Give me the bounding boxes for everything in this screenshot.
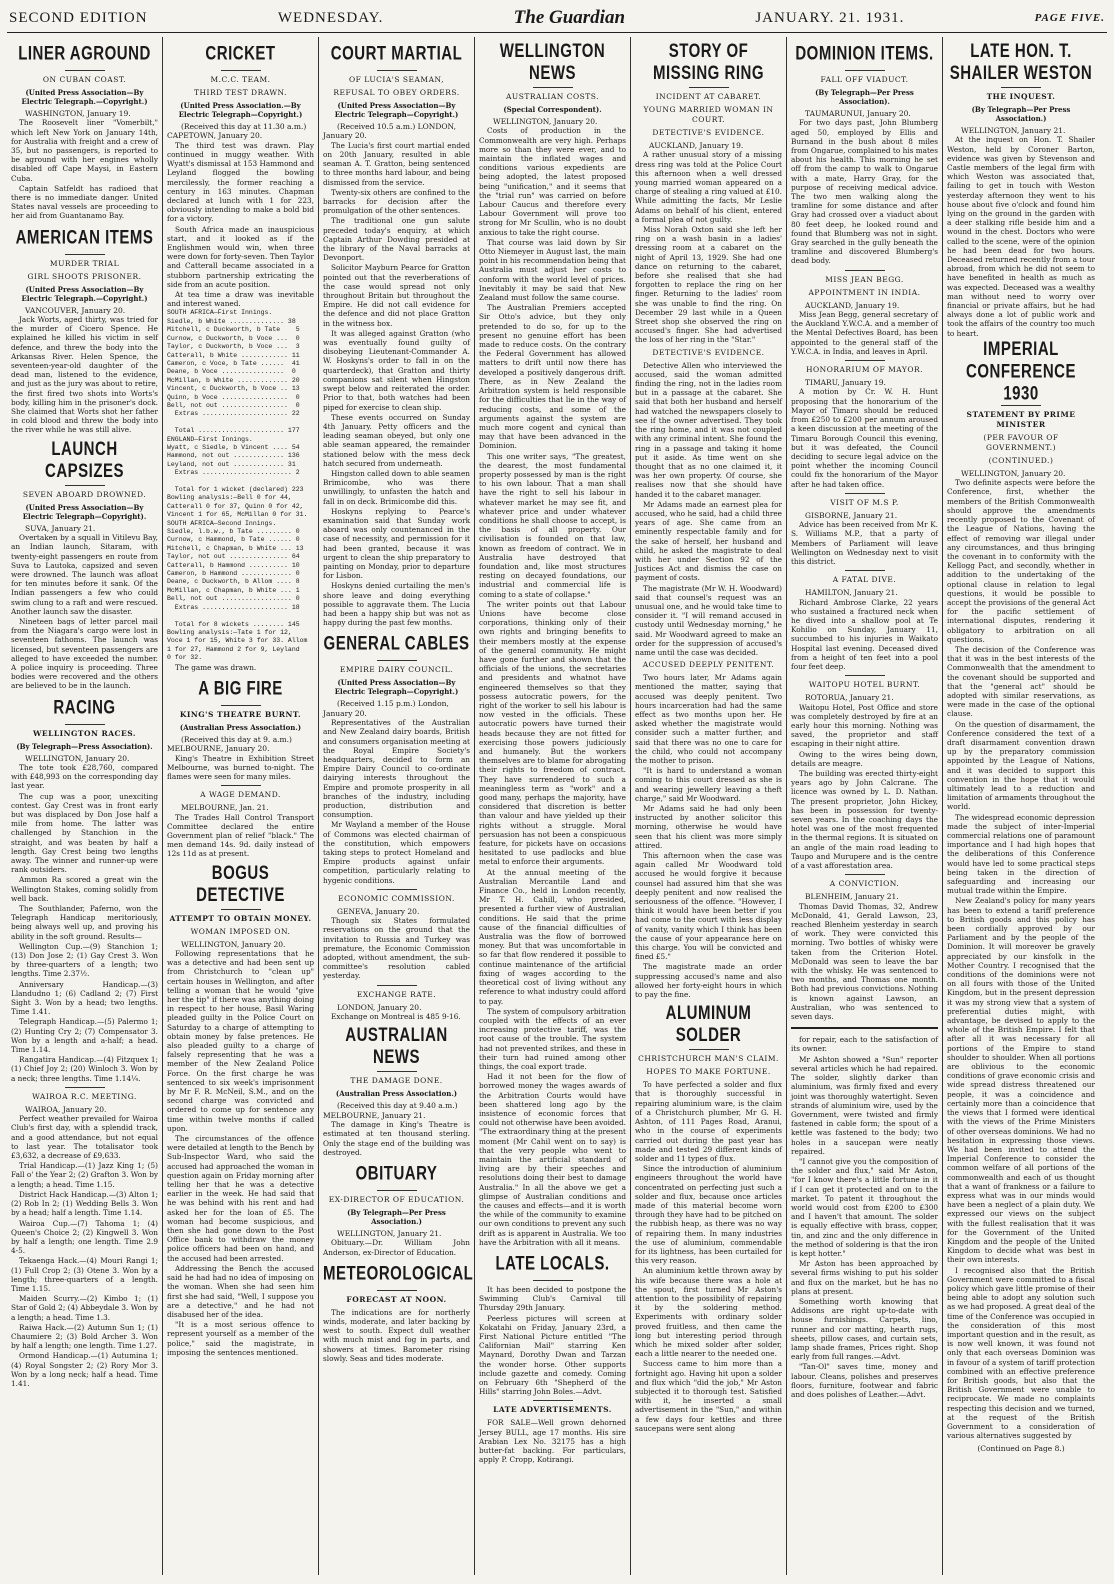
- dateline: AUCKLAND, January 19.: [805, 300, 900, 310]
- headline-rule: [377, 70, 417, 71]
- subheading: WAITOPU HOTEL BURNT.: [808, 680, 921, 690]
- article: [947, 338, 1095, 1455]
- subheading: A WAGE DEMAND.: [200, 790, 281, 800]
- subheading: DETECTIVE'S EVIDENCE.: [652, 128, 765, 137]
- paragraph: Hoskyns replying to Pearce's examination said that Sunday work aboard was only countenanced in the case of necessity, and permission for it had been granted, because it was urgent to clean the ship preparatory to painting on Monday, prior to departure for Lisbon.: [323, 506, 470, 581]
- paragraph: Obituary.—Dr. William John Anderson, ex-Director of Education.: [323, 1238, 470, 1257]
- article: [479, 1400, 626, 1464]
- article: [323, 889, 470, 981]
- paragraph: Had it not been for the flow of borrowed money the wages awards of the Arbitration Courts would have been shattered long ago by the insistence of economic forces that could not otherwise have been avoided. "The extraordinary thing at the present moment (Mr Cahil went on to say) is that the very people who went to maintain the artificial standard of living are by their speeches and resolutions doing their best to damage Australia." In all the above we get a glimpse of Australian conditions and the causes and effects—and it is worth the while of the community to examine our own conditions to prevent any such drift as is apparent in Australia. We too have the Arbitration with all it means.: [479, 1072, 626, 1247]
- paragraph: The game was drawn.: [175, 662, 257, 672]
- headline: LATE HON. T. SHAILER WESTON: [949, 39, 1093, 85]
- subheading: OF LUCIA'S SEAMAN,: [349, 75, 444, 84]
- dateline: AUCKLAND, January 19.: [649, 141, 744, 150]
- paragraph: The circumstances of the offence were detailed at length to the Bench by Sub-Inspector Ward, who said the accused had approached the woman in question again on Friday morning after telling her that he was a detective earlier in the week. He had said that he was behind with his rent and had asked her for the loan of £5. The woman had become suspicious, and then she had gone down to the Post Office bank to withdraw the money police officers had been on hand, and the accused had been arrested.: [167, 1134, 314, 1263]
- article: [11, 1087, 158, 1388]
- press-credit: (Special Correspondent).: [503, 105, 602, 114]
- dateline: TAUMARUNUI, January 20.: [805, 109, 911, 118]
- paragraph: The writer points out that Labour Unions have become close corporations, thinking only of their own rights and bringing benefits to their members mostly at the expense of the general community. He might have gone further and shown that the officials of the unions, the secretaries and presidents and whatnot have engineered themselves so that they possess autocratic powers, for the right of the worker to sell his labour is now vested in the officials. These autocratic powers have turned their heads because they are not fitted for exercising those powers judiciously and humanely. But the workers themselves are to blame for abrogating their rights to freedom of contract. They have surrendered to such a meaningless term as "work" and a good many, perhaps the majority, have considered that discretion is better than valour and have yielded up their rights without a struggle. Moral persuasion has not been a conspicuous feature, for pickets have on occasions hesitated to use padlocks and blue metal to enforce their arguments.: [479, 599, 626, 867]
- headline: GENERAL CABLES: [323, 632, 470, 655]
- headline-rule: [845, 70, 885, 71]
- dateline: WELLINGTON, January 21.: [961, 126, 1066, 135]
- paragraph: This afternoon when the case was again called Mr Woodward told accused he would forgive it because counsel had assured him that she was deeply penitent and now realised the seriousness of the offence. "However, I think it would have been better if you had come to the court with less display of vanity, vanity which I think has been the cause of your appearance here on this charge. You will be convicted and fined £5.": [635, 851, 782, 962]
- paragraph: Jack Worts, aged thirty, was tried for the murder of Cicero Spence. He explained he killed his victim in self defence, and threw the body into the Arkansas River. Helen Spence, the seventeen-year-old daughter of the dead man, listened to the evidence, and just as the jury was about to retire, the first fired two shots into Worts's body, killing him in the prisoner's dock. She claimed that Worts shot her father in cold blood and threw the body into the river while he was still alive.: [11, 315, 158, 435]
- article: [635, 1003, 782, 1433]
- edition-label: SECOND EDITION: [9, 9, 148, 26]
- dateline: WELLINGTON, January 20.: [961, 468, 1066, 478]
- paragraph: These events occurred on Sunday 4th January. Petty officers and the leading seaman obeyed, but only one able seaman appeared, the remainder stationed below with the mess deck hatch secured from underneath.: [323, 412, 470, 468]
- article: [323, 985, 470, 1022]
- subheading: SEVEN ABOARD DROWNED.: [22, 489, 147, 499]
- headline-rule: [221, 70, 261, 71]
- headline-rule: [533, 1280, 573, 1281]
- paragraph: Advice has been received from Mr K. S. Williams M.P., that a party of Members of Parliament will leave Wellington on Wednesday next to visit this district.: [791, 520, 938, 566]
- subheading: EXCHANGE RATE.: [356, 989, 437, 999]
- headline: AMERICAN ITEMS: [15, 226, 154, 249]
- paragraph: I recognised also that the British Government were committed to a fiscal policy which gave little promise of their being able to adopt any solution such as we had proposed. A great deal of the time of the Conference was occupied in the consideration of this most important question and in the result, as is now well known, it was found not only that each overseas Dominion was in favour of a system of tariff protection combined with an effective preference for British goods, but also that the British Government were unable to reciprocate. We made no complaints respecting this decision and we turned, at the request of the British Government to a consideration of various alternatives suggested by: [947, 1265, 1095, 1441]
- day-label: WEDNESDAY.: [277, 9, 384, 26]
- subheading: ON CUBAN COAST.: [42, 75, 127, 84]
- headline-rule: [65, 254, 105, 255]
- press-credit: (Australian Press Association.): [335, 1089, 458, 1099]
- paragraph: Rangatira Handicap.—(4) Fitzquex 1; (1) Chief Joy 2; (20) Winloch 3. Won by a neck; three lengths. Time 1.14¼.: [11, 1055, 158, 1083]
- paragraph: To have perfected a solder and flux that is thoroughly successful in repairing aluminium ware, is the claim of a Christchurch plumber, Mr G. H. Ashton, of 111 Pages Road, Aranui, who in the course of experiments carried out during the past year has made and tested 29 different kinds of solder and 11 types of flux.: [635, 1080, 782, 1163]
- article: [479, 41, 626, 1247]
- paragraph: "I cannot give you the composition of the solder and flux," said Mr Aston, "for I know there's a little fortune in it if I can get it protected and on to the market. To patent it throughout the world would cost from £200 to £300 and I haven't that amount. The solder is equally effective with brass, copper, tin, and zinc and the only difference in the method of soldering is that the iron is kept hotter.": [791, 1156, 938, 1258]
- dateline: (Received 10.5 a.m.) LONDON, January 20.: [323, 122, 456, 141]
- dateline: BLENHEIM, January 21.: [805, 892, 899, 902]
- article-columns: [7, 37, 1107, 1575]
- paragraph: Exchange on Montreal is 485 9-16.: [331, 1012, 461, 1022]
- column-6: [787, 37, 943, 1575]
- dateline: WELLINGTON, January 20.: [25, 753, 130, 763]
- paragraph: Two hours later, Mr Adams again mentioned the matter, saying that accused was deeply penitent. Two hours incarceration had had the same effect as two months upon her. He asked whether the magistrate would consider such a matter further, and said that there was no one to care for the child, who could not accompany the mother to prison.: [635, 673, 782, 765]
- headline: WELLINGTON NEWS: [499, 39, 606, 85]
- subheading: WELLINGTON RACES.: [32, 728, 137, 738]
- paragraph: Representatives of the Australian and New Zealand dairy boards, British and consumers organisation meeting at the Royal Empire Society's headquarters, decided to form an Empire Dairy Council to co-ordinate dairying interests throughout the Empire and promote prosperity in all branches of the industry, including production, distribution and consumption.: [323, 718, 470, 820]
- paragraph: Wellington Cup.—(9) Stanchion 1; (13) Don Jose 2; (1) Gay Crest 3. Won by three-quarters of a length; two lengths. Time 2.37½.: [11, 941, 158, 979]
- paragraph: Mr Aston has been approached by several firms wishing to put his solder and flux on the market, but he has no plans at present.: [791, 1259, 938, 1296]
- subheading: HOPES TO MAKE FORTUNE.: [646, 1067, 771, 1077]
- subheading: THIRD TEST DRAWN.: [194, 88, 287, 97]
- press-credit: (By Telegraph—Per Press Association.): [347, 1207, 446, 1226]
- continued-note: (Continued on Page 8.): [977, 1444, 1065, 1454]
- paragraph: South Africa made an inauspicious start, and it looked as if the Englishmen would win, when three were down for forty-seven. Then Taylor and Catterall became associated in a stubborn partnership extricating the side from an acute position.: [167, 224, 314, 289]
- paragraph: The third test was drawn. Play continued in muggy weather. With Wyatt's dismissal at 153 Hammond and Leyland flogged the bowling mercilessly, the former reaching a century in 163 minutes. Chapman declared at lunch with 1 for 223, obviously intending to make a bold bid for a victory.: [167, 140, 314, 224]
- dateline: WASHINGTON, January 19.: [25, 109, 131, 118]
- headline: STORY OF MISSING RING: [652, 39, 764, 85]
- dateline: VANCOUVER, January 20.: [25, 305, 126, 315]
- headline: BOGUS DETECTIVE: [196, 861, 285, 906]
- dateline: (Received this day at 9. a.m.) MELBOURNE, January 20.: [167, 734, 292, 754]
- press-credit: (By Telegraph—Per Press Association.): [971, 105, 1071, 123]
- paragraph: Hingston called down to able seamen Brimicombe, who was there unwillingly, to unfasten the hatch and fall in on deck. Brimicombe did this.: [323, 468, 470, 506]
- paragraph: That course was laid down by Sir Otto Niemeyer in August last, the main point in his recommendation being that Australia must adjust her costs to conform with the world level of prices. Inevitably it may be said that New Zealand must follow the same course.: [479, 237, 626, 303]
- subheading: CHRISTCHURCH MAN'S CLAIM.: [638, 1054, 779, 1064]
- paragraph: The Roosevelt liner "Vomerbilt," which left New York on January 14th, for Australia with freight and a crew of 35, but no passengers, is reported to be aground with her engines wholly disabled off Cape Maysi, in Eastern Cuba.: [11, 118, 158, 183]
- subheading: APPOINTMENT IN INDIA.: [808, 287, 921, 297]
- subheading: THE INQUEST.: [986, 92, 1056, 101]
- headline: RACING: [53, 695, 116, 719]
- headline-rule: [377, 660, 417, 661]
- paragraph: Anniversary Handicap.—(3) Llandudno 1; (6) Cadland 2; (7) First Sight 3. Won by a head; two lengths. Time 1.41.: [11, 979, 158, 1017]
- subheading: FORECAST AT NOON.: [346, 1294, 447, 1304]
- paragraph: Two definite aspects were before the Conference, first, whether the members of the British Commonwealth should approve the amendments recently proposed to the Covenant of the League of Nations, having the effect of removing war illegal under any circumstances, and thus bringing the covenant in to conformity with the Kellogg Pact, and secondly, whether in addition to the undertaking of the optional clause in relation to legal questions, it would be possible to accept the provisions of the general Act for the pacific settlement of international disputes, rendering it obligatory to arbitration on all questions.: [947, 478, 1095, 644]
- column-rule: [791, 1027, 938, 1029]
- dateline: (Received this day at 9.40 a.m.) MELBOURNE, January 21.: [323, 1101, 458, 1120]
- paragraph: Perfect weather prevailed for Wairoa Club's first day, with a splendid track, and a good attendance, but not equal to last year. The totalisator took £3,632, a decrease of £9,633.: [11, 1114, 158, 1161]
- column-2: [163, 37, 319, 1575]
- headline-rule: [65, 70, 105, 71]
- dateline: GISBORNE, January 21.: [805, 510, 898, 520]
- headline: LINER AGROUND: [18, 42, 151, 65]
- headline: CRICKET: [205, 42, 276, 65]
- section-rule: [845, 493, 885, 494]
- paragraph: Addressing the Bench the accused said he had had no idea of imposing on the woman. When she had seen him first she had said, "Well, I suppose you are a detective," and he had not disabused her of the idea.: [167, 1263, 314, 1319]
- paragraph: The tote took £28,760, compared with £48,993 on the corresponding day last year.: [11, 762, 158, 791]
- subheading: EX-DIRECTOR OF EDUCATION.: [328, 1194, 465, 1204]
- dateline: LONDON, January 20.: [337, 1002, 422, 1012]
- newspaper-page: [7, 4, 1107, 1576]
- subheading: INCIDENT AT CABARET.: [655, 92, 762, 101]
- masthead: [7, 4, 1107, 33]
- page-number: PAGE FIVE.: [1034, 12, 1105, 24]
- paragraph: The Lucia's first court martial ended on 20th January, resulted in able seaman A. T. Gratton, being sentenced to three months hard labour, and being dismissed from the service.: [323, 140, 470, 187]
- subheading: A FATAL DIVE.: [832, 575, 897, 585]
- paragraph: At tea time a draw was inevitable and interest waned.: [167, 290, 314, 309]
- paragraph: It has been decided to postpone the Swimming Club's Carnival till Thursday 29th January.: [479, 1284, 626, 1313]
- article: [791, 270, 938, 356]
- dateline: WELLINGTON, January 21.: [337, 1228, 442, 1238]
- press-credit: (United Press Association.—By Electric Telegraph—Copyright.): [178, 101, 303, 119]
- dateline: WELLINGTON, January 20.: [181, 939, 286, 949]
- article: [791, 675, 938, 870]
- paragraph: Ormond Handicap.—(1) Autumina 1; (4) Royal Songster 2; (2) Rory Mor 3. Won by a long neck; half a head. Time 1.41.: [11, 1351, 158, 1388]
- article: [323, 1161, 470, 1257]
- dateline: MELBOURNE, Jan. 21.: [181, 803, 269, 813]
- subheading: (CONTINUED.): [988, 455, 1054, 465]
- paragraph: Since the introduction of aluminium engineers throughout the world have concentrated on perfecting just such a solder and flux, because once articles made of this material become worn through they have had to be pitched on the rubbish heap, as there was no way of repairing them. In many industries the use of aluminium, commendable for its lightness, has been curtailed for this very reason.: [635, 1164, 782, 1266]
- article: [791, 41, 938, 266]
- paragraph: Ammon Ra scored a great win the Wellington Stakes, coming solidly from well back.: [11, 875, 158, 903]
- article: [167, 785, 314, 858]
- dateline: GENEVA, January 20.: [337, 906, 420, 916]
- article: [791, 1027, 938, 1399]
- subheading: WAIROA R.C. MEETING.: [32, 1091, 137, 1101]
- article: [947, 41, 1095, 338]
- article: [167, 863, 314, 1357]
- article: [11, 225, 158, 435]
- paragraph: On the question of disarmament, the Conference considered the text of a draft disarmament convention drawn up by the preparatory commission appointed by the League of Nations, and it was decided to support this convention in the hope that it would ultimately lead to a reduction and limitation of armaments throughout the world.: [947, 719, 1095, 812]
- article: [323, 1261, 474, 1363]
- dateline: WAIROA, January 20.: [25, 1104, 107, 1114]
- column-4: [475, 37, 631, 1575]
- press-credit: (By Telegraph—Per Press Association).: [815, 88, 914, 106]
- paragraph: for repair, each to the satisfaction of its owner.: [791, 1035, 938, 1054]
- subheading: A CONVICTION.: [829, 879, 900, 889]
- subheading: FALL OFF VIADUCT.: [820, 75, 909, 84]
- subheading: EMPIRE DAIRY COUNCIL.: [339, 665, 454, 675]
- subheading: ATTEMPT TO OBTAIN MONEY.: [169, 913, 312, 923]
- paragraph: New Zealand's policy for many years has been to extend a tariff preference to British goods and this policy has been cordially approved by our Parliament and by the people of the Dominion. It will moreover be gravely appreciated by our kinsfolk in the Mother Country. I recognised that the conditions of the dominions were not on all fours with those of the United Kingdom, but in the present depression it was my strong view that a system of preferential duties might, with advantage, be devised to apply to the whole of the British Empire. I felt that after all it was necessary for all portions of the Empire to stand shoulder to shoulder. When all portions are oblivious to the economic conditions of grave economic crisis and wide spread distress threatened our people, it was a coincidence and certainly more than a coincidence that the views that I formed were identical with the views of the Prime Ministers of other overseas dominions. We had no hesitation in expressing those views. We had been invited to attend the Imperial Conference to consider the common welfare of all portions of the commonwealth and each of us thought that a want of frankness or a failure to express what was in our minds would have been a neglect of a plain duty. We expressed our views on the subject with the fullest realisation that it was for the Government of the United Kingdom and the people of the United Kingdom to decide what was best in their own interests.: [947, 896, 1095, 1265]
- paragraph: Hoskyns denied curtailing the men's shore leave and doing everything possible to aggravate them. The Lucia had been a happy ship but was not as happy during the past few months.: [323, 581, 470, 628]
- paragraph: The cup was a poor, unexciting contest. Gay Crest was in front early but was displaced by Don Jose half a mile from home. The latter was challenged by Stanchion in the straight, and was beaten by half a length. Gay Crest being two lengths away. The winner and runner-up were rank outsiders.: [11, 791, 158, 875]
- subheading: REFUSAL TO OBEY ORDERS.: [333, 88, 460, 97]
- headline: A BIG FIRE: [198, 677, 283, 700]
- press-credit: (United Press Association—By Electric Telegraph.—Copyright.): [21, 88, 148, 106]
- paragraph: Mr Adams said he had only been instructed by another solicitor this morning, otherwise he would have seen that his client was more simply attired.: [635, 804, 782, 850]
- paragraph: Miss Jean Begg, general secretary of the Auckland Y.W.C.A. and a member of the Mental Defectives Board, has been appointed to the general staff of the Y.W.C.A. in India, and leaves in April.: [791, 310, 938, 356]
- paragraph: At the annual meeting of the Australian Mercantile Land and Finance Co., held in London recently, Mr T. H. Cahill, who presided, presented a further view of Australian conditions. He said that the prime cause of the financial difficulties of Australia was the flow of borrowed money. But that was uncomfortable in so far that flow rendered it possible to continue maintenance of the artificial fixing of wages according to the theoretical cost of living without any reference to what industry could afford to pay.: [479, 867, 626, 1006]
- paragraph: The Southlander, Paferno, won the Telegraph Handicap meritoriously, being always well up, and proving his ability in the soft ground. Results—: [11, 904, 158, 941]
- headline-rule: [377, 1190, 417, 1191]
- paragraph: A rather unusual story of a missing dress ring was told at the Police Court this afternoon when a well dressed young married woman appeared on a charge of stealing a ring valued at £10. While admitting the facts, Mr Leslie Adams on behalf of his client, entered a formal plea of not guilty.: [635, 150, 782, 224]
- subheading: VISIT OF M.S P.: [830, 497, 899, 507]
- paragraph: FOR SALE—Well grown dehorned Jersey BULL, age 17 months. His sire Arabian Lex No. 32175 has a high butter-fat backing. For particulars, apply P. Cropp, Kotirangi.: [479, 1418, 626, 1465]
- headline: OBITUARY: [355, 1162, 438, 1185]
- section-rule: [533, 1400, 573, 1401]
- subheading: (PER FAVOUR OF GOVERNMENT.): [983, 432, 1059, 452]
- subheading: MISS JEAN BEGG.: [825, 274, 904, 284]
- article: [11, 41, 158, 221]
- headline-rule: [221, 705, 261, 706]
- article: [791, 360, 938, 489]
- paragraph: Following representations that he was a detective and had been sent up from Christchurch to "clean up" certain houses in Wellington, and after telling a woman that he would "give her the tip" if there was anything doing in respect to her house, Basil Waring pleaded guilty in the Police Court on Saturday to a charge of attempting to obtain money by false pretences. He also pleaded guilty to a charge of falsely representing that he was a member of the New Zealand Police Force. On the first charge he was sentenced to six week's imprisonment by Mr F. R. McNeil, S.M., and on the second charge was convicted and ordered to come up for sentence any time within twelve months if called upon.: [167, 948, 314, 1133]
- press-credit: (United Press Association—By Electric Telegraph.—Copyright.): [21, 284, 148, 303]
- headline: METEOROLOGICAL: [323, 1262, 474, 1285]
- paragraph: The decision of the Conference was that it was in the best interests of the Commonwealth that the amendment to the covenant should be supported and that the "general act" should be adopted with similar reservations, as were made in the case of the optional clause.: [947, 644, 1095, 719]
- column-7: [943, 37, 1099, 1575]
- paragraph: Success came to him more than a fortnight ago. Having hit upon a solder and flux which "did the job," Mr Aston subjected it to thorough test. Satisfied with it, he inserted a small advertisement in the "Sun," and within a few days four kettles and three saucepans were sent along: [635, 1359, 782, 1433]
- paragraph: "Tan-Ol" saves time, money and labour. Cleans, polishes and preserves floors, furniture, footwear and fabric and does polishes of Leather.—Advt.: [791, 1362, 938, 1399]
- section-rule: [845, 675, 885, 676]
- paragraph: The Trades Hall Control Transport Committee declared the entire Government plan of relief "black." The men demand 14s. 9d. daily instead of 12s 11d as at present.: [167, 812, 314, 859]
- paragraph: Solicitor Mayburn Pearce for Gratton pointed out that the reverberations of the case would spread not only throughout Britain but throughout the Empire. He did not call evidence for the defence and did not place Gratton in the witness box.: [323, 263, 470, 328]
- paragraph: Thomas David Thomas, 32, Andrew McDonald, 41, Gerald Lawson, 23, reached Blenheim yesterday in search of work. They were convicted this morning. Two bottles of whisky were taken from the Criterion Hotel. McDonald was seen to leave the bar with the whisky. He was sentenced to two months, and Thomas one month. Both had previous convictions. Nothing is known against Lawson, an Australian, who was sentenced to seven days.: [791, 901, 938, 1022]
- paragraph: Owing to the wires being down, details are meagre.: [791, 749, 938, 768]
- section-rule: [377, 985, 417, 986]
- paragraph: Trial Handicap.—(1) Jazz King 1; (5) Fall o' the Year 2; (2) Grafton 3. Won by a length; a head. Time 1.15.: [11, 1161, 158, 1189]
- paragraph: King's Theatre in Exhibition Street Melbourne, was burned to-night. The flames were seen for many miles.: [167, 753, 314, 781]
- section-rule: [845, 570, 885, 571]
- paragraph: This one writer says, "The greatest, the dearest, the most fundamental property possessed by man is the right to his own labour. That a man shall have the right to sell his labour in whatever market he may see fit, and whatever price and under whatever conditions he shall choose to accept, is the basis of all property. Our civilisation is founded on that law, known as freedom of contract. We in Australia have destroyed that foundation and, like most structures resting on decayed foundations, our industrial and commercial life is coming to a state of collapse.": [479, 451, 626, 599]
- dateline: HAMILTON, January 21.: [805, 588, 898, 598]
- subheading: HONORARIUM OF MAYOR.: [805, 365, 924, 375]
- paragraph: District Hack Handicap.—(3) Alton 1; (2) Rob In 2; (1) Wedding Bells 3. Won by a head; half a length. Time 1.14.: [11, 1189, 158, 1218]
- paragraph: Richard Ambrose Clarke, 22 years who sustained a fractured neck when he dived into a shallow pool at Te Kohilio on Sunday, January 11, succumbed to his injuries in Waikato Hospital last evening. Deceased dived from a height of ten feet into a pool four feet deep.: [791, 597, 938, 671]
- headline: ALUMINUM SOLDER: [665, 1002, 752, 1047]
- section-rule: [845, 270, 885, 271]
- section-rule: [845, 360, 885, 361]
- issue-date: JANUARY. 21. 1931.: [755, 9, 905, 26]
- column-5: [631, 37, 787, 1575]
- paragraph: At the inquest on Hon. T. Shailer Weston, held by Coroner Barton, evidence was given by Stevenson and Castle members of the legal firm with which Weston was associated that, failing to get in touch with Weston yesterday afternoon they went to his house about five o'clock and found him lying on the ground in the garden with a deer stalking rifle beside him and a wound in the chest. Doctors who were called to the scene, were of the opinion he had been dead for two hours. Deceased returned recently from a tour abroad, from which he did not seem to have benefited in health as much as was expected. Deceased was a wealthy man without need to worry over financial or private affairs, but he had always done a lot of public work and took the affairs of the country too much to heart.: [947, 135, 1095, 338]
- article: [791, 570, 938, 671]
- scorecard: SOUTH AFRICA—First Innings. Siedle, b White .............. 38 Mitchell, c Duckworth, b Tate 5 Curnow, c Duckworth, b Voce ... 0 Taylor, c Duckworth, b Voce ... 3 Catterall, b White ............ 11 Cameron, c Voce, b Tate ...... 41 Deane, b Voce ................ 0 McMillan, b White ............. 20 Vincent, c Duckworth, b Voce .. 13 Quinn, b Voce ................. 0 Bell, not out ................. 0 Extras ...................... 22 Total ...................... 177 ENGLAND—First Innings. Wyatt, c Siedle, b Vincent .... 54 Hammond, not out ............. 136 Leyland, not out ............. 31 Extras ....................... 2 Total for 1 wicket (declared) 223 Bowling analysis:—Bell 0 for 44, Catterall 0 for 37, Quinn 0 for 42, Vincent 1 for 65, McMillan 0 for 31. SOUTH AFRICA—Second Innings. Siedle, l.b.w., b Tate ......... 0 Curnow, c Hammond, b Tate ...... 0 Mitchell, c Chapman, b White ... 13 Taylor, not out ............... 64 Catterall, b Hammond .......... 10 Cameron, b Hammond ............. 0 Deane, c Duckworth, b Allom .... 8 McMillan, c Chapman, b White ... 1 Bell, not out .................. 0 Extras ...................... 18 Total for 8 wickets ........ 145 Bowling analysis:—Tate 1 for 12, Voce 1 for 15, White 3 for 33. Allom 1 for 27, Hammond 2 for 9, Leyland 0 for 32.: [167, 309, 308, 662]
- article: [791, 493, 938, 566]
- newspaper-title: The Guardian: [513, 7, 626, 28]
- column-3: [319, 37, 475, 1575]
- paragraph: Wairoa Cup.—(7) Tahoma 1; (4) Queen's Choice 2; (2) Kingwell 3. Won by half a length; one length. Time 2.9 4-5.: [11, 1218, 158, 1256]
- headline-rule: [377, 1290, 417, 1291]
- article: [11, 439, 158, 691]
- paragraph: The Australian Premiers accepted Sir Otto's advice, but they only pretended to do so, for up to the present no genuine effort has been made to reduce costs. On the contrary the Federal Government has allowed matters to drift until now there has developed a positively dangerous drift. There, as in New Zealand the Arbitration system is held responsible for the difficulties that lie in the way of reducing costs, and some of the arguments against the system are much more cogent and cynical than may that have been advanced in the Dominion.: [479, 303, 626, 451]
- paragraph: Peerless pictures will screen at Kokatahi on Friday, January 23rd, a First National Picture entitled "The Californian Mail" starring Ken Maynard, Dorothy Dwan and Tarzan the wonder horse. Other supports include gazette and comedy. Coming on February 6th "Shepherd of the Hills" starring John Boles.—Advt.: [479, 1313, 626, 1397]
- paragraph: Captain Satfeldt has radioed that there is no immediate danger. United States naval vessels are proceeding to her aid from Guantanamo Bay.: [11, 183, 158, 221]
- paragraph: Miss Norah Oxton said she left her ring on a wash basin in a ladies' dressing room at a cabaret on the night of April 13, 1929. She had one dance on returning to the cabaret, before she realised that she had forgotten to replace the ring on her finger. Returning to the ladies' room she was unable to find the ring. On December 29 last while in a Queen Street shop she observed the ring on accused's finger. She had advertised the loss of her ring in the "Star.": [635, 225, 782, 345]
- dateline: TIMARU, January 19.: [805, 378, 886, 388]
- subheading: MURDER TRIAL: [49, 258, 120, 268]
- headline: LATE LOCALS.: [495, 1252, 610, 1275]
- section-rule: [65, 1087, 105, 1088]
- paragraph: A motion by Cr. W. H. Hunt proposing that the honorarium of the Mayor of Timaru should be reduced from £250 to £200 per annum aroused a keen discussion at the meeting of the Timaru Borough Council this evening, but it was defeated, the Council deciding to secure legal advice on the point whether the incoming Council could fix the honorarium of the Mayor after he had taken office.: [791, 387, 938, 489]
- subheading: ACCUSED DEEPLY PENITENT.: [642, 660, 775, 670]
- paragraph: Waitopu Hotel, Post Office and store was completely destroyed by fire at an early hour this morning. Nothing was saved, the proprietor and staff escaping in their night attire.: [791, 702, 938, 749]
- paragraph: The traditional one gun salute preceded today's enquiry, at which Captain Arthur Dowding presided at the library of the Naval barracks at Devonport.: [323, 216, 470, 263]
- paragraph: For two days past, John Blumberg aged 50, employed by Ellis and Burnand in the bush about 8 miles from Ongarue, complained to his mates about his health. This morning he set off from the camp to walk to Ongarue with a mate, Harry Gray, for the purpose of receiving medical advice. The two men walking along the tramline for some distance and after Gray had crossed over a viaduct about 80 feet deep, he looked round and found that Blumberg was not in sight. Gray searched in the gully beneath the tramline and discovered Blumberg's dead body.: [791, 118, 938, 266]
- dateline: SUVA, January 21.: [25, 523, 96, 533]
- article: [323, 1025, 470, 1157]
- paragraph: Tekaenga Hack.—(4) Mouri Rangi 1; (1) Full Crop 2; (3) Otene 3. Won by a length; three-quarters of a length. Time 1.15.: [11, 1256, 158, 1293]
- paragraph: Mr Wayland a member of the House of Commons was elected chairman of the constitution, which empowers taking steps to protect Homeland and Empire products against unfair competition, particularly relating to hygenic conditions.: [323, 820, 470, 885]
- paragraph: An aluminium kettle thrown away by his wife because there was a hole at the spout, first turned Mr Aston's attention to the possibility of repairing it by the soldering method. Experiments with ordinary solder proved fruitless, and then came the long but interesting period through which he mixed solder after solder, each a little nearer to the needed one.: [635, 1266, 782, 1359]
- paragraph: Though six States formulated reservations on the ground that the invitation to Russia and Turkey was premature, the Economic Commission adopted, without amendment, the sub-committee's resolution cabled yesterday.: [323, 916, 470, 981]
- article: [323, 631, 470, 884]
- paragraph: The system of compulsory arbitration coupled with the effects of an ever increasing protective tariff, was the root cause of the trouble. The system had not prevented strikes, and these in their turn had ruined among other things, the coal export trade.: [479, 1006, 626, 1071]
- article: [167, 676, 314, 781]
- subheading: AUSTRALIAN COSTS.: [505, 92, 600, 101]
- press-credit: (United Press Association—By Electric Telegraph—Copyright).: [22, 502, 147, 521]
- press-credit: (United Press Association—By Electric Telegraph—Copyright.): [334, 101, 459, 119]
- paragraph: The magistrate made an order suppressing accused's name and also allowed her forty-eight hours in which to pay the fine.: [635, 962, 782, 1000]
- paragraph: Telegraph Handicap.—(5) Palermo 1; (2) Hunting Cry 2; (7) Compensator 3. Won by a length and a-half; a head. Time 1.14.: [11, 1017, 158, 1055]
- press-credit: (United Press Association—By Electric Telegraph—Copyright.): [334, 678, 459, 697]
- column-1: [7, 37, 163, 1575]
- subheading: LATE ADVERTISEMENTS.: [493, 1405, 612, 1415]
- article: [11, 695, 158, 1083]
- section-rule: [377, 889, 417, 890]
- paragraph: Mr Adams made an earnest plea for accused, who he said, had a child three years of age. She came from an eminently respectable family and for the sake of herself, her husband and child, he asked the magistrate to deal with her under Section 92 of the Justices Act and dismiss the case on payment of costs.: [635, 499, 782, 583]
- article: [323, 41, 470, 627]
- article: [635, 41, 782, 999]
- headline: AUSTRALIAN NEWS: [345, 1024, 448, 1069]
- section-rule: [221, 785, 261, 786]
- subheading: DETECTIVE'S EVIDENCE.: [652, 347, 765, 357]
- paragraph: Costs of production in the Commonwealth are very high. Perhaps more so than they were ever, and to maintain the inflated wages and conditions various expedients are being adopted, the latest proposed being "unification," and it seems that the "trial run" was carried on before Labour Caucus and therefore every Labour Government will prove too strong for Mr Scullin, who is no doubt anxious to take the right course.: [479, 126, 626, 237]
- paragraph: The magistrate (Mr W. H. Woodward) said that counsel's request was an unusual one, and he would take time to consider it. "I will remand accused in custody until Wednesday morning," he said. Mr Woodward agreed to make an order for the suppression of accused's name until the case was decided.: [635, 583, 782, 657]
- press-credit: (By Telegraph—Press Association).: [16, 741, 153, 751]
- dateline: ROTORUA, January 21.: [805, 693, 894, 703]
- paragraph: "It is a most serious offence to represent yourself as a member of the police," said the magistrate, in imposing the sentences mentioned.: [167, 1320, 314, 1357]
- paragraph: Raiwa Hack.—(2) Autumn Sun 1; (1) Chaumiere 2; (3) Bold Archer 3. Won by half a length; one length. Time 1.27.: [11, 1322, 158, 1351]
- headline: LAUNCH CAPSIZES: [44, 437, 124, 482]
- paragraph: Nineteen bags of letter parcel mail from the Niagara's cargo were lost in seventeen fathoms. The launch was licensed, but seventeen passengers are alleged to have exceeded the number. A police inquiry is proceeding. Three bodies were recovered and the others are believed to be in the launch.: [11, 616, 158, 691]
- paragraph: Something worth knowing that Addisons are right up-to-date with house furnishings. Carpets, lino, runner and cor matting, hearth rugs, sheets, pillow cases, and curtain sets, lamp shade frames, Prices right. Shop early from full ranges.—Advt.: [791, 1296, 938, 1362]
- paragraph: The building was erected thirty-eight years ago by John Calcrane. The licence was owned by L. D. Nathan. The present proprietor, John Hickey, has been in possession for twenty-seven years. In the coaching days the hotel was one of the most frequented in the thermal regions. It is situated on an angle of the main road leading to Taupo and Murupere and is the centre of a vast afforestation area.: [791, 769, 938, 871]
- paragraph: Overtaken by a squall in Vitilevu Bay, an Indian launch, Sitaram, with twenty-eight passengers en route from Suva to Lautoka, capsized and seven were drowned. The launch was afloat for ten minutes before it sank. Of the Indian passengers a few who could swim clung to a raft and were rescued. Another launch saw the disaster.: [11, 533, 158, 616]
- paragraph: Twenty-six others are confined to the barracks for decision after the promulgation of the other sentences.: [323, 187, 470, 216]
- subheading: STATEMENT BY PRIME MINISTER: [966, 409, 1076, 429]
- dateline: (Received 1.15 p.m.) London, January 20.: [323, 699, 449, 718]
- headline: IMPERIAL CONFERENCE 1930: [965, 338, 1076, 405]
- article: [791, 874, 938, 1021]
- article: [167, 41, 314, 672]
- subheading: KING'S THEATRE BURNT.: [179, 709, 302, 719]
- paragraph: The widespread economic depression made the subject of inter-Imperial commercial relations one of paramount importance and I had high hopes that the deliberations of this Conference would have led to some practical steps being taken in the direction of safeguarding and increasing our mutual trade within the Empire.: [947, 812, 1095, 896]
- paragraph: "It is hard to understand a woman coming to this court dressed as she is and wearing jewellery leaving a theft charge," said Mr Woodward.: [635, 766, 782, 803]
- dateline: WELLINGTON, January 20.: [493, 117, 598, 126]
- subheading: THE DAMAGE DONE.: [350, 1076, 443, 1086]
- subheading: M.C.C. TEAM.: [210, 75, 271, 84]
- headline: COURT MARTIAL: [330, 42, 463, 65]
- subheading: ECONOMIC COMMISSION.: [338, 893, 455, 903]
- paragraph: The indications are for northerly winds, moderate, and later backing by west to south. Expect dull weather with much mist and fog in parts, and showers at times. Barometer rising slowly. Seas and tides moderate.: [323, 1307, 470, 1363]
- subheading: WOMAN IMPOSED ON.: [190, 926, 291, 936]
- subheading: YOUNG MARRIED WOMAN IN COURT.: [643, 105, 774, 124]
- paragraph: It was alleged against Gratton (who was eventually found guilty of disobeying Lieutenant-Commander A. W. Hoskyns's order to fall in on the quarterdeck), that Gratton and thirty companions sat silent when Hingston swept below and reiterated the order. Prior to that, both watches had been piped for exercise to clean ship.: [323, 328, 470, 412]
- headline: DOMINION ITEMS.: [795, 42, 934, 65]
- section-rule: [845, 874, 885, 875]
- article: [479, 1251, 626, 1396]
- dateline: (Received this day at 11.30 a.m.) CAPETOWN, January 20.: [167, 122, 307, 141]
- subheading: GIRL SHOOTS PRISONER.: [27, 271, 142, 281]
- press-credit: (Australian Press Association.): [179, 722, 302, 732]
- paragraph: Maiden Scurry.—(2) Kimbo 1; (1) Star of Gold 2; (4) Abbeydale 3. Won by a length; a head. Time 1.3.: [11, 1294, 158, 1322]
- paragraph: The damage in King's Theatre is estimated at ten thousand sterling. Only the stage end of the building was destroyed.: [323, 1120, 470, 1157]
- paragraph: Mr Ashton showed a "Sun" reporter several articles which he had repaired. The solder, slightly darker than aluminium, was firmly fixed and every joint was thoroughly watertight. Seven strands of aluminium wire, used by the Government, were twisted and firmly fastened in cable form; the spout of a kettle was fastened to the body; two holes in a saucepan were neatly repaired.: [791, 1054, 938, 1156]
- paragraph: Detective Allen who interviewed the accused, said the woman admitted finding the ring, not in the ladies room but in a passage at the cabaret. She said that both her husband and herself had watched the newspapers closely to see if the owner advertised. They took the ring home, and it was not coupled with any criminal intent. She found the ring in a passage and taking it home put it aside. As time went on she thought that as no one claimed it, it was her own property. Of course, she realises now that she should have handed it to the cabaret manager.: [635, 360, 782, 499]
